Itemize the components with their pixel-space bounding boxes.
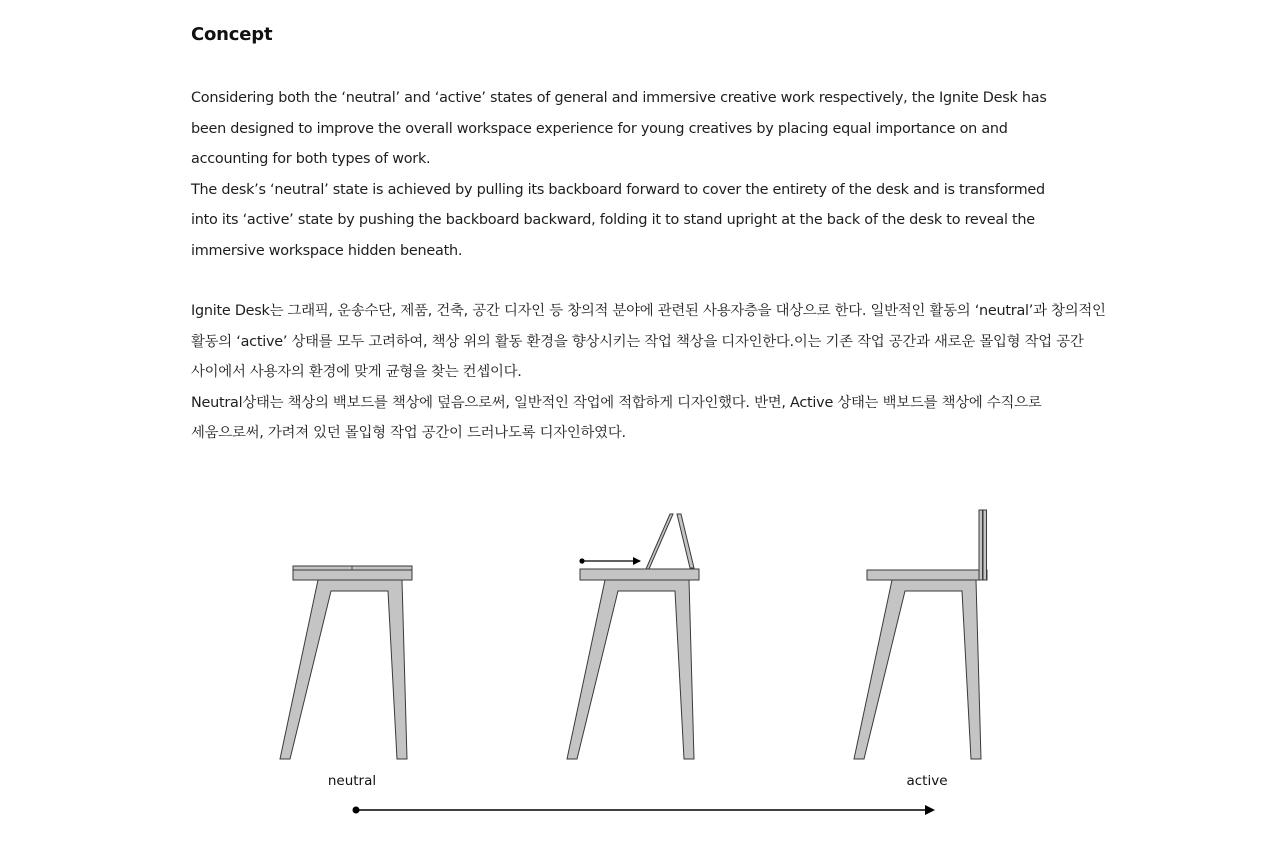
desk-transition-top <box>580 569 699 580</box>
desk-active-top <box>867 570 987 580</box>
english-line: into its ‘active’ state by pushing the backboard backward, folding it to stand upright at the back of the desk to reveal the <box>191 212 1035 228</box>
active-label: active <box>906 773 948 789</box>
desk-neutral-legs <box>280 580 407 759</box>
desk-neutral-backboard-cover <box>293 566 412 570</box>
english-line: The desk’s ‘neutral’ state is achieved by pulling its backboard forward to cover the entirety of the desk and is transformed <box>191 181 1045 198</box>
desk-active <box>854 510 987 759</box>
desk-active-backboard-panel <box>983 510 987 580</box>
concept-english-text <box>191 83 1131 266</box>
desk-neutral <box>280 566 412 759</box>
desk-transition <box>567 514 699 759</box>
korean-line: Ignite Desk는 그래픽, 운송수단, 제품, 건축, 공간 디자인 등 창의적 분야에 관련된 사용자층을 대상으로 한다. 일반적인 활동의 ‘neutral’과 창의적인 <box>191 303 1106 319</box>
desk-transition-legs <box>567 580 694 759</box>
korean-line: Neutral상태는 책상의 백보드를 책상에 덮음으로써, 일반적인 작업에 적합하게 디자인했다. 반면, Active 상태는 백보드를 책상에 수직으로 <box>191 394 1042 411</box>
desk-active-backboard <box>979 510 983 580</box>
korean-line: 활동의 ‘active’ 상태를 모두 고려하여, 책상 위의 활동 환경을 향상시키는 작업 책상을 디자인한다.이는 기존 작업 공간과 새로운 몰입형 작업 공간 <box>191 333 1084 350</box>
concept-korean-text <box>191 296 1131 449</box>
english-line: accounting for both types of work. <box>191 151 431 167</box>
state-transition-arrow-origin <box>353 807 360 814</box>
desk-active-legs <box>854 580 981 759</box>
desk-transition-backboard <box>646 514 673 569</box>
desk-transition-backboard-panel <box>677 514 694 568</box>
korean-line: 사이에서 사용자의 환경에 맞게 균형을 찾는 컨셉이다. <box>191 364 522 380</box>
desk-states-illustration <box>0 490 1280 830</box>
korean-line: 세움으로써, 가려져 있던 몰입형 작업 공간이 드러나도록 디자인하였다. <box>191 425 626 441</box>
neutral-label: neutral <box>327 773 377 789</box>
desk-neutral-top <box>293 569 412 580</box>
english-line: Considering both the ‘neutral’ and ‘active’ states of general and immersive creative work respectively, the Ignite Desk has <box>191 90 1047 106</box>
english-line: immersive workspace hidden beneath. <box>191 242 463 259</box>
english-line: been designed to improve the overall workspace experience for young creatives by placing equal importance on and <box>191 120 1008 137</box>
push-arrow-origin <box>579 558 584 563</box>
concept-heading: Concept <box>191 24 273 45</box>
